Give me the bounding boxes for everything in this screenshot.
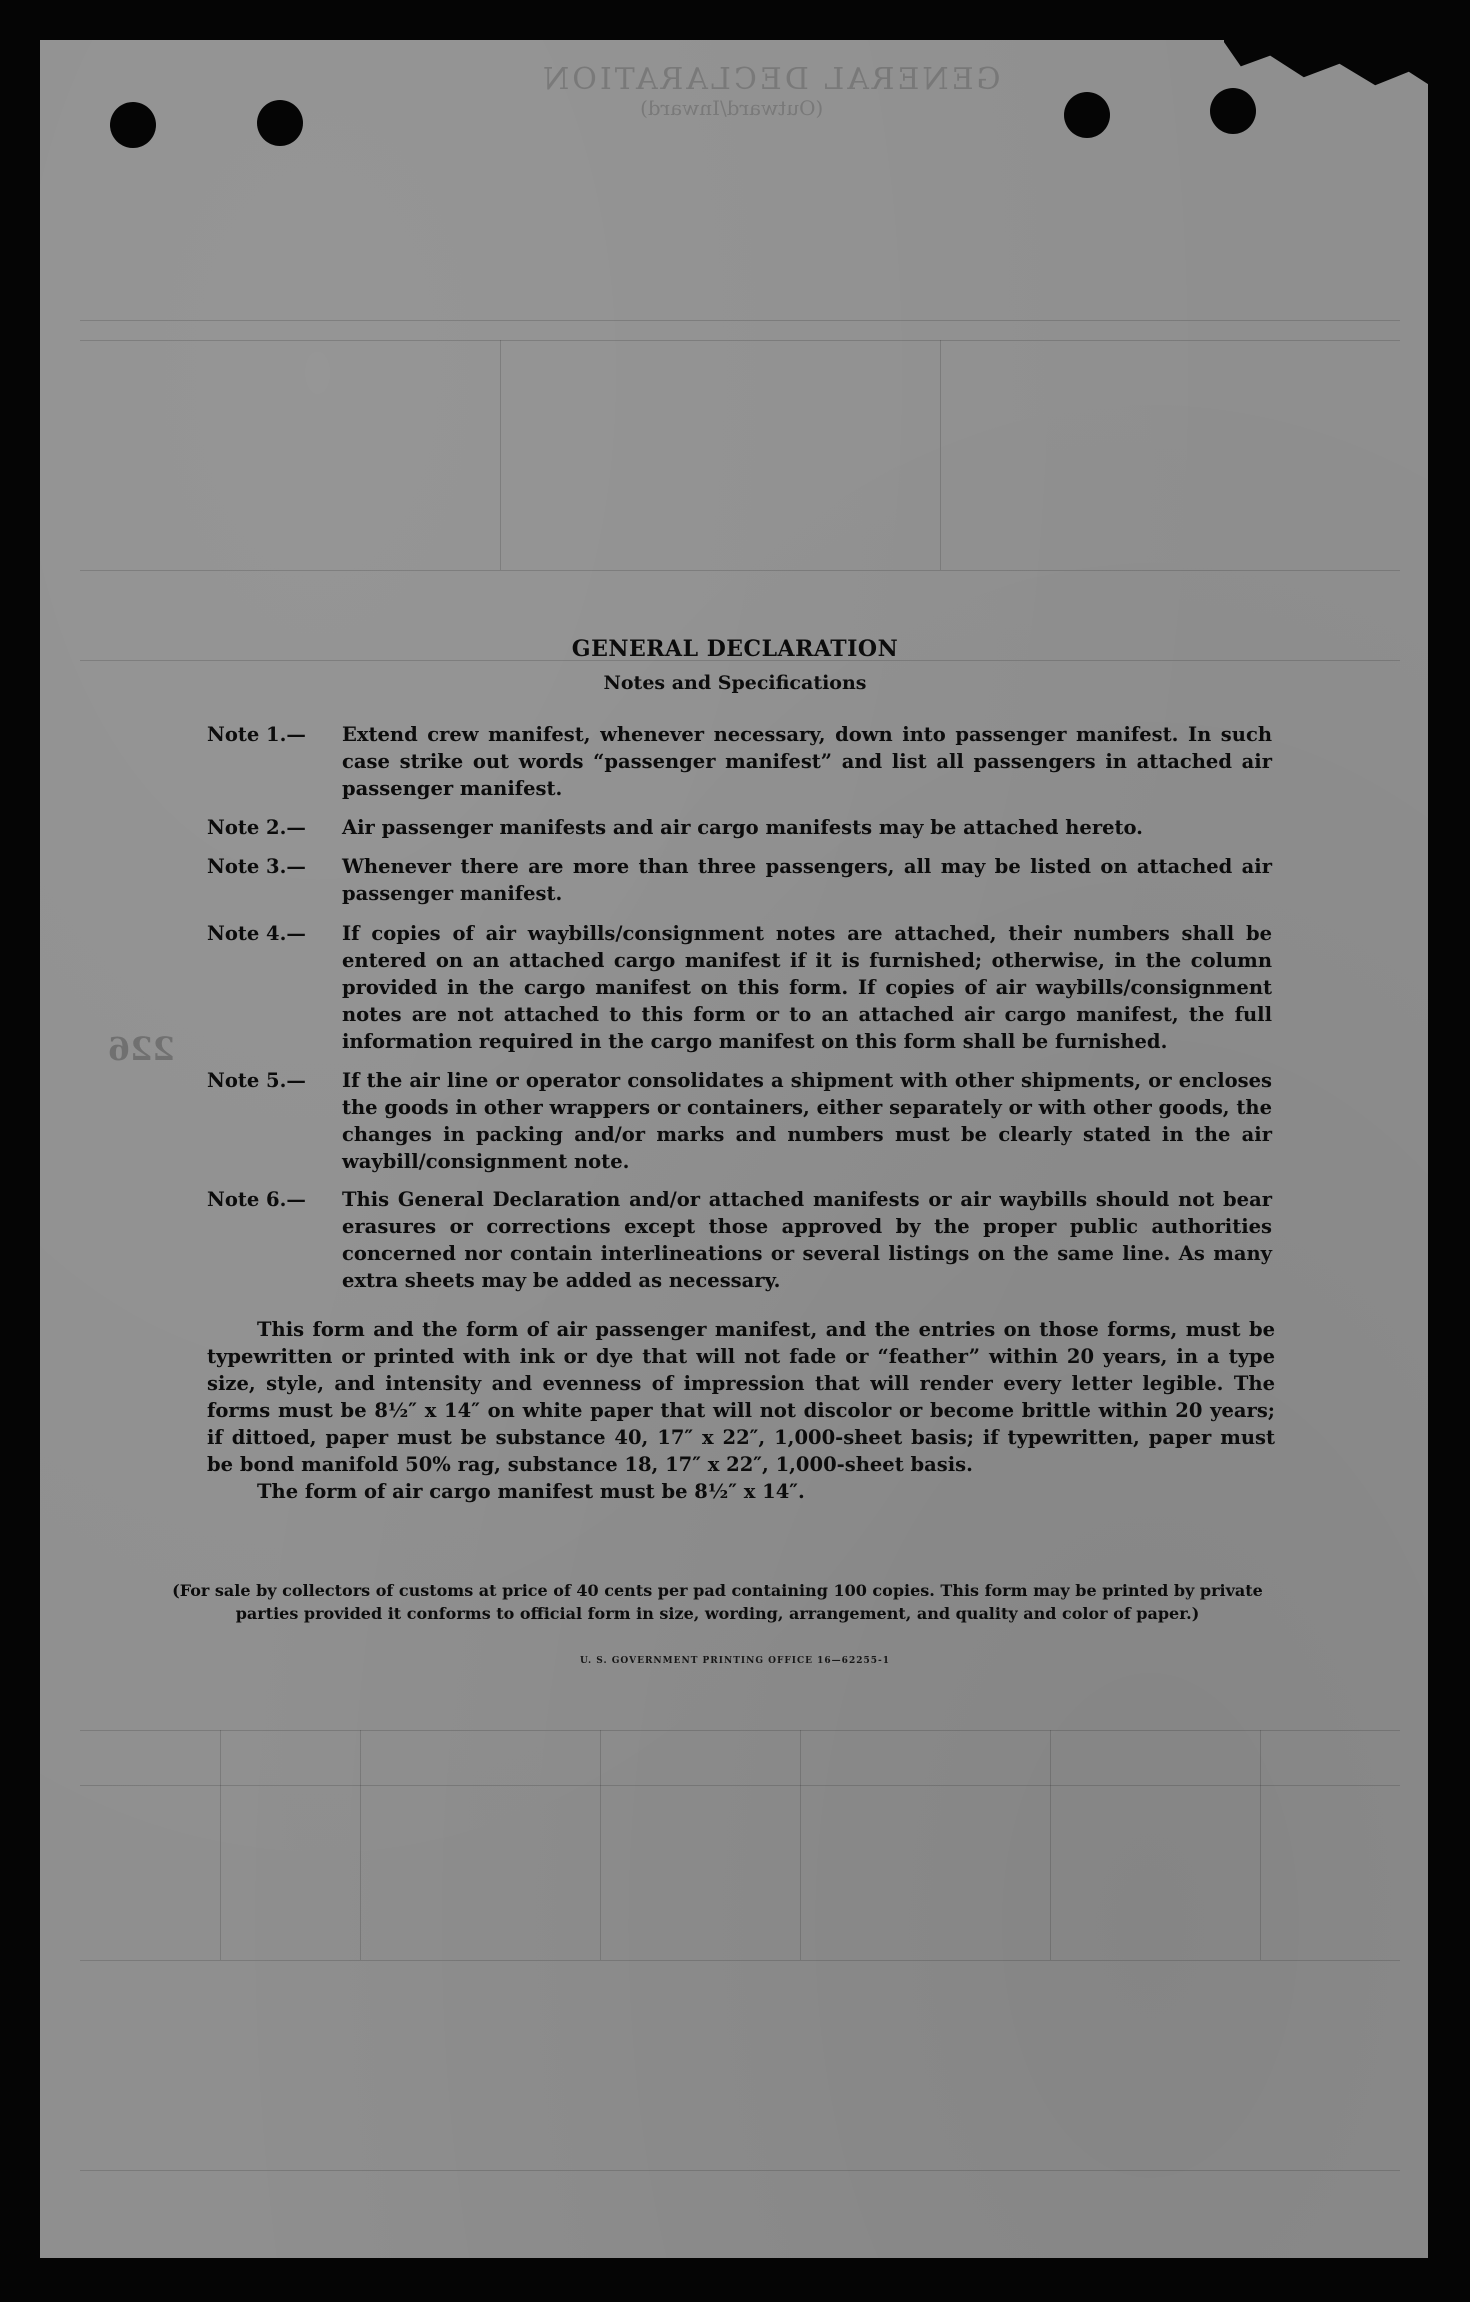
note-text: If copies of air waybills/consignment notes are attached, their numbers shall be entered on an attached cargo manifest if it is furnished; otherwise, in the column provided in the cargo manifest on this form. If copies of air waybills/consignment notes are not attached to this form or to an attached air cargo manifest, the full information required in the cargo manifest on this form shall be furnished.	[342, 922, 1272, 1053]
bleed-through-rule	[80, 320, 1400, 321]
punch-hole	[110, 102, 156, 148]
bleed-through-stamp-number: 226	[108, 1030, 175, 1068]
bleed-through-rule	[1260, 1730, 1261, 1960]
cargo-manifest-size: The form of air cargo manifest must be 8½″ x 14″.	[257, 1480, 805, 1503]
bleed-through-rule	[80, 1960, 1400, 1961]
printer-imprint: U. S. GOVERNMENT PRINTING OFFICE 16—62255-1	[580, 1656, 890, 1666]
note-6	[207, 1186, 1272, 1294]
note-4	[207, 920, 1272, 1055]
note-5	[207, 1067, 1272, 1175]
note-label: Note 6.—	[207, 1188, 306, 1211]
bleed-through-header: GENERAL DECLARATION	[540, 62, 1001, 97]
punch-hole	[1064, 92, 1110, 138]
bleed-through-rule	[80, 570, 1400, 571]
punch-hole	[1210, 88, 1256, 134]
note-label: Note 3.—	[207, 855, 306, 878]
bleed-through-rule	[220, 1730, 221, 1960]
note-label: Note 4.—	[207, 922, 306, 945]
page-subtitle: Notes and Specifications	[603, 672, 867, 694]
note-label: Note 2.—	[207, 816, 306, 839]
bleed-through-rule	[800, 1730, 801, 1960]
bleed-through-rule	[80, 1785, 1400, 1786]
note-text: This General Declaration and/or attached manifests or air waybills should not bear erasures or corrections except those approved by the proper public authorities concerned nor contain interlineations or several listings on the same line. As many extra sheets may be added as necessary.	[342, 1188, 1272, 1292]
note-text: Air passenger manifests and air cargo manifests may be attached hereto.	[342, 816, 1143, 839]
note-label: Note 1.—	[207, 723, 306, 746]
bleed-through-subheader: (Outward/Inward)	[640, 96, 824, 120]
note-text: Extend crew manifest, whenever necessary, down into passenger manifest. In such case strike out words “passenger manifest” and list all passengers in attached air passenger manifest.	[342, 723, 1272, 800]
paper-specifications	[207, 1316, 1275, 1505]
bleed-through-rule	[80, 340, 1400, 341]
note-3	[207, 853, 1272, 907]
bleed-through-rule	[80, 1730, 1400, 1731]
bleed-through-rule	[500, 340, 501, 570]
bleed-through-rule	[360, 1730, 361, 1960]
punch-hole	[257, 100, 303, 146]
note-1	[207, 721, 1272, 802]
note-text: Whenever there are more than three passengers, all may be listed on attached air passenger manifest.	[342, 855, 1272, 905]
bleed-through-rule	[1050, 1730, 1051, 1960]
sale-note: (For sale by collectors of customs at price of 40 cents per pad containing 100 copies. This form may be printed by private parties provided it conforms to official form in size, wording, arrangement, and quality and color of paper.)	[172, 1581, 1263, 1623]
note-text: If the air line or operator consolidates a shipment with other shipments, or encloses the goods in other wrappers or containers, either separately or with other goods, the changes in packing and/or marks and numbers must be clearly stated in the air waybill/consignment note.	[342, 1069, 1272, 1173]
page-title: GENERAL DECLARATION	[571, 636, 899, 662]
note-label: Note 5.—	[207, 1069, 306, 1092]
bleed-through-rule	[600, 1730, 601, 1960]
note-2	[207, 814, 1272, 841]
bleed-through-rule	[940, 340, 941, 570]
paper-spec-paragraph: This form and the form of air passenger manifest, and the entries on those forms, must be typewritten or printed with ink or dye that will not fade or “feather” within 20 years, in a type size, style, and intensity and evenness of impression that will render every letter legible. The forms must be 8½″ x 14″ on white paper that will not discolor or become brittle within 20 years; if dittoed, paper must be substance 40, 17″ x 22″, 1,000-sheet basis; if typewritten, paper must be bond manifold 50% rag, substance 18, 17″ x 22″, 1,000-sheet basis.	[207, 1318, 1275, 1476]
torn-corner	[1224, 40, 1428, 88]
bleed-through-rule	[80, 2170, 1400, 2171]
